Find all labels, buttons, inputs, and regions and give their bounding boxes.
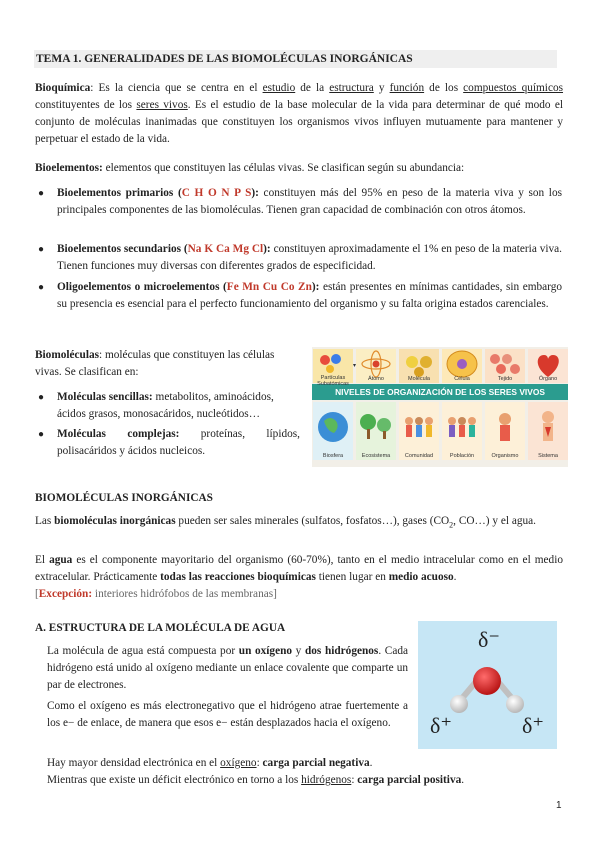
link-seres-vivos: seres vivos [136, 99, 188, 111]
level-label: Población [449, 453, 475, 459]
agua-paragraph [35, 552, 563, 603]
text: Hay mayor densidad electrónica en el [47, 757, 221, 769]
level-label: Biosfera [322, 453, 344, 459]
bioelementos-paragraph [35, 160, 563, 177]
text: elementos que constituyen las células vivas. Se clasifican según su abundancia: [102, 162, 465, 174]
text: oxígeno [220, 757, 257, 769]
item-text: metabolitos, aminoácidos, ácidos grasos, monosacáridos, nucleótidos… [57, 391, 274, 420]
level-label: Molécula [407, 376, 430, 382]
item-label: Oligoelementos o microelementos [57, 281, 220, 293]
link-funcion: función [389, 82, 425, 94]
text: [ [35, 588, 39, 600]
level-label: Tejido [497, 376, 513, 382]
text: : [351, 774, 358, 786]
text: es el componente mayoritario del organismo (60-70%), tanto en el medio intracelular como en el medio extracelular. Prácticamente [35, 554, 563, 583]
text: . [461, 774, 465, 786]
tile-ecosistema [356, 402, 396, 460]
text: , CO…) y el agua. [453, 515, 536, 527]
level-label: Comunidad [404, 453, 434, 459]
text: La molécula de agua está compuesta por [47, 645, 239, 657]
item-label: Bioelementos secundarios [57, 243, 181, 255]
water-molecule-image [418, 621, 557, 749]
text: medio acuoso [388, 571, 454, 583]
list-item [38, 426, 300, 460]
text: tienen lugar en [315, 571, 389, 583]
hydrogen-atom-left [450, 695, 468, 713]
text: : Es la ciencia que se centra en el [90, 82, 263, 94]
level-label: Ecosistema [361, 453, 391, 459]
link-estudio: estudio [262, 82, 296, 94]
level-label: Órgano [538, 376, 558, 382]
text: 2 [449, 520, 454, 530]
agua-structure-heading: A. ESTRUCTURA DE LA MOLÉCULA DE AGUA [35, 622, 286, 634]
text: carga parcial positiva [357, 774, 462, 786]
link-compuestos: compuestos químicos [463, 82, 564, 94]
exception-label: Excepción: [38, 588, 93, 600]
bullet-icon: ● [38, 429, 45, 440]
text: ): [311, 281, 320, 293]
level-label: Partículas Subatómicas [317, 375, 349, 387]
text: ] [273, 588, 277, 600]
link-estructura: estructura [329, 82, 374, 94]
item-label: Moléculas complejas: [57, 428, 180, 440]
biomoleculas-term: Biomoléculas [35, 349, 100, 361]
bioelementos-term: Bioelementos: [35, 162, 103, 174]
text: pueden ser sales minerales (sulfatos, fosfatos…), gases (CO [175, 515, 450, 527]
item-text: proteínas, lípidos, polisacáridos y ácidos nucleicos. [57, 428, 300, 457]
agua-p3 [47, 755, 562, 789]
text: un oxígeno [238, 645, 293, 657]
text: dos hidrógenos [304, 645, 379, 657]
text: todas las reacciones bioquímicas [160, 571, 316, 583]
agua-p2: Como el oxígeno es más electronegativo que el hidrógeno atrae fuertemente a los e− de enlace, de manera que esos e− están desplazados hacia el oxígeno. [47, 700, 408, 729]
bullet-icon: ● [38, 392, 45, 403]
text: : [256, 757, 263, 769]
text: : moléculas que constituyen las células vivas. Se clasifican en: [35, 349, 275, 378]
text: hidrógenos [301, 774, 352, 786]
item-label: Moléculas sencillas: [57, 391, 153, 403]
page-title: TEMA 1. GENERALIDADES DE LAS BIOMOLÉCULAS INORGÁNICAS [34, 50, 557, 68]
element-symbols: Fe Mn Cu Co Zn [226, 281, 312, 293]
text: . [369, 757, 373, 769]
text: ( [181, 243, 188, 255]
delta-plus-right-label: δ⁺ [522, 713, 544, 738]
delta-minus-label: δ⁻ [478, 627, 500, 652]
text: constituyentes de los [35, 99, 137, 111]
inorganicas-heading: BIOMOLÉCULAS INORGÁNICAS [35, 492, 213, 504]
neutron-icon [331, 354, 341, 364]
level-label: Átomo [368, 376, 384, 382]
text: . Es el estudio de la base molecular de la vida para determinar de qué modo el conjunto de moléculas inanimadas que constituyen los organismos vivos influyen mutuamente para mantener y perpetuar el estado de la vida. [35, 99, 564, 145]
text: y [373, 82, 390, 94]
text: interiores hidrófobos de las membranas [92, 588, 274, 600]
bioquimica-paragraph [35, 80, 563, 148]
text: ( [219, 281, 227, 293]
text: El [35, 554, 50, 566]
text: biomoléculas inorgánicas [54, 515, 176, 527]
item-text: están presentes en mínimas cantidades, sin embargo su presencia es esencial para el perfecto funcionamiento del organismo y su falta origina estados carenciales. [57, 281, 563, 310]
levels-banner: NIVELES DE ORGANIZACIÓN DE LOS SERES VIVOS [312, 384, 568, 400]
bullet-icon: ● [38, 244, 45, 255]
electron-icon [326, 365, 334, 373]
item-text: constituyen aproximadamente el 1% en peso de la materia viva. Tienen funciones muy diversas con diferentes grados de especificidad. [57, 243, 562, 272]
text: de la [295, 82, 330, 94]
text: de los [424, 82, 464, 94]
text: Las [35, 515, 55, 527]
page-number: 1 [556, 800, 562, 811]
level-label: Célula [454, 376, 470, 382]
item-text: constituyen más del 95% en peso de la materia viva y son los principales componentes de las biomoléculas. Tienen gran capacidad de combinación con otros átomos. [57, 187, 562, 216]
bullet-icon: ● [38, 282, 45, 293]
levels-of-organization-image [312, 347, 568, 467]
levels-illustration [312, 347, 568, 467]
text: ( [173, 187, 182, 199]
oxygen-atom [473, 667, 501, 695]
inorganicas-paragraph [35, 513, 563, 533]
list-item [38, 241, 562, 275]
text: ): [251, 187, 259, 199]
text: carga parcial negativa [262, 757, 370, 769]
text: y [292, 645, 305, 657]
list-item [38, 279, 563, 313]
text: Mientras que existe un déficit electrónico en torno a los [47, 774, 302, 786]
bioquimica-term: Bioquímica [35, 82, 91, 94]
text: ): [263, 243, 271, 255]
element-symbols: Na K Ca Mg Cl [187, 243, 264, 255]
biomoleculas-paragraph [35, 347, 303, 381]
list-item [38, 185, 562, 219]
agua-p1 [47, 643, 408, 694]
proton-icon [320, 355, 330, 365]
level-label: Sistema [538, 453, 558, 459]
text: . [453, 571, 457, 583]
text: agua [49, 554, 73, 566]
hydrogen-atom-right [506, 695, 524, 713]
text: . Cada hidrógeno está unido al oxígeno mediante un enlace covalente que comparte un par de electrones. [47, 645, 409, 691]
list-item [38, 389, 300, 423]
level-label: Organismo [491, 453, 519, 459]
bullet-icon: ● [38, 188, 45, 199]
element-symbols: C H O N P S [181, 187, 252, 199]
delta-plus-left-label: δ⁺ [430, 713, 452, 738]
item-label: Bioelementos primarios [57, 187, 174, 199]
